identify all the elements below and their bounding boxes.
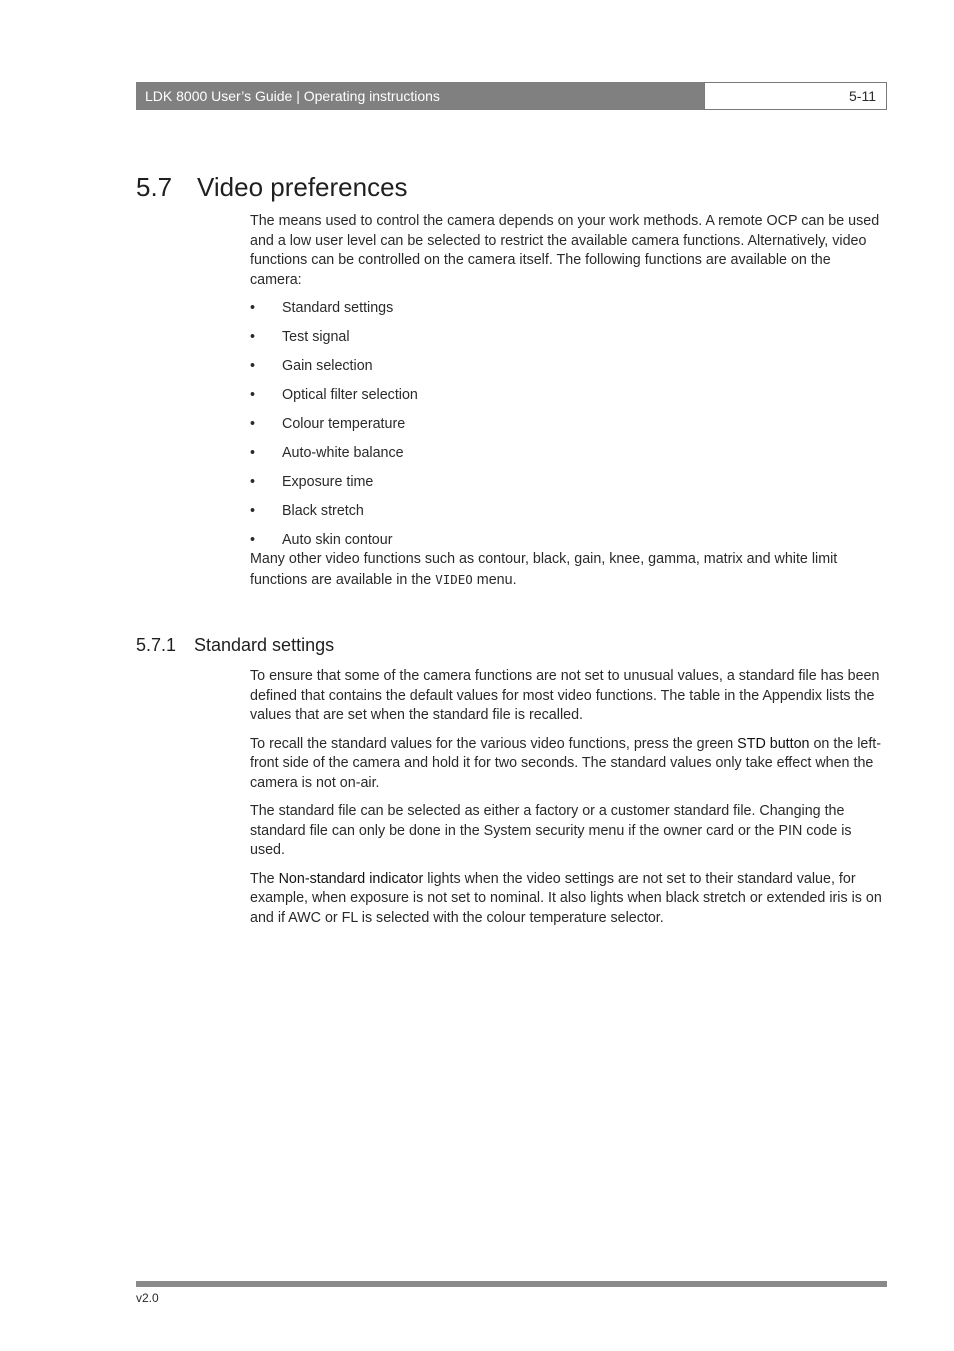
list-item bbox=[250, 299, 886, 328]
bullet-icon: • bbox=[250, 300, 256, 316]
std-button-term: STD button bbox=[737, 735, 810, 752]
list-item-label: Test signal bbox=[282, 329, 350, 345]
bullet-icon: • bbox=[250, 445, 256, 461]
p4-text-after: lights when the video settings are not set to their standard value, for example, when exposure is not set to nominal. It also lights when black stretch or extended iris is on and if AWC or FL is selected with the colour temperature selector. bbox=[250, 870, 882, 926]
header-title: LDK 8000 User’s Guide | Operating instructions bbox=[136, 82, 704, 110]
section-body bbox=[250, 212, 886, 599]
list-item-label: Auto-white balance bbox=[282, 445, 404, 461]
list-item-label: Colour temperature bbox=[282, 416, 406, 432]
list-item-label: Auto skin contour bbox=[282, 532, 393, 548]
p4-text-before: The bbox=[250, 870, 279, 887]
bullet-icon: • bbox=[250, 503, 256, 519]
list-item bbox=[250, 502, 886, 531]
subsection-body bbox=[250, 667, 886, 937]
list-item-label: Black stretch bbox=[282, 503, 364, 519]
list-item bbox=[250, 386, 886, 415]
non-standard-indicator-term: Non-standard indicator bbox=[278, 870, 424, 887]
footer-version: v2.0 bbox=[136, 1291, 159, 1305]
paragraph-4 bbox=[250, 870, 886, 929]
p2-text-after: on the left-front side of the camera and hold it for two seconds. The standard values only take effect when the camera is not on-air. bbox=[250, 735, 882, 791]
list-item-label: Exposure time bbox=[282, 474, 374, 490]
page-number: 5-11 bbox=[704, 82, 887, 110]
paragraph-2 bbox=[250, 735, 886, 794]
bullet-icon: • bbox=[250, 387, 256, 403]
list-item bbox=[250, 328, 886, 357]
list-item bbox=[250, 473, 886, 502]
list-item bbox=[250, 444, 886, 473]
section-title: Video preferences bbox=[197, 172, 408, 202]
bullet-icon: • bbox=[250, 532, 256, 548]
paragraph-3: The standard file can be selected as either a factory or a customer standard file. Changing the standard file can only be done in the System security menu if the owner card or the PIN code is used. bbox=[250, 803, 852, 858]
list-item bbox=[250, 357, 886, 386]
page-header bbox=[136, 82, 887, 110]
bullet-icon: • bbox=[250, 329, 256, 345]
list-item bbox=[250, 531, 886, 560]
bullet-icon: • bbox=[250, 358, 256, 374]
outro-text-before: Many other video functions such as contour, black, gain, knee, gamma, matrix and white limit functions are available in the bbox=[250, 551, 838, 588]
list-item-label: Standard settings bbox=[282, 300, 394, 316]
bullet-icon: • bbox=[250, 416, 256, 432]
list-item bbox=[250, 415, 886, 444]
function-list bbox=[250, 299, 886, 560]
bullet-icon: • bbox=[250, 474, 256, 490]
section-intro: The means used to control the camera depends on your work methods. A remote OCP can be used and a low user level can be selected to restrict the available camera functions. Alternatively, video functions can be controlled on the camera itself. The following functions are available on the camera: bbox=[250, 213, 880, 288]
footer-rule bbox=[136, 1281, 887, 1287]
p2-text-before: To recall the standard values for the various video functions, press the green bbox=[250, 735, 738, 752]
paragraph-1: To ensure that some of the camera functions are not set to unusual values, a standard file has been defined that contains the default values for most video functions. The table in the Appendix lists the values that are set when the standard file is recalled. bbox=[250, 668, 880, 723]
subsection-title: Standard settings bbox=[194, 635, 335, 655]
section-number: 5.7 bbox=[136, 172, 173, 202]
list-item-label: Optical filter selection bbox=[282, 387, 418, 403]
section-heading bbox=[136, 172, 408, 203]
subsection-heading bbox=[136, 635, 334, 656]
outro-text-after: menu. bbox=[472, 571, 517, 588]
subsection-number: 5.7.1 bbox=[136, 635, 177, 655]
list-item-label: Gain selection bbox=[282, 358, 373, 374]
video-menu-name: VIDEO bbox=[435, 571, 473, 587]
